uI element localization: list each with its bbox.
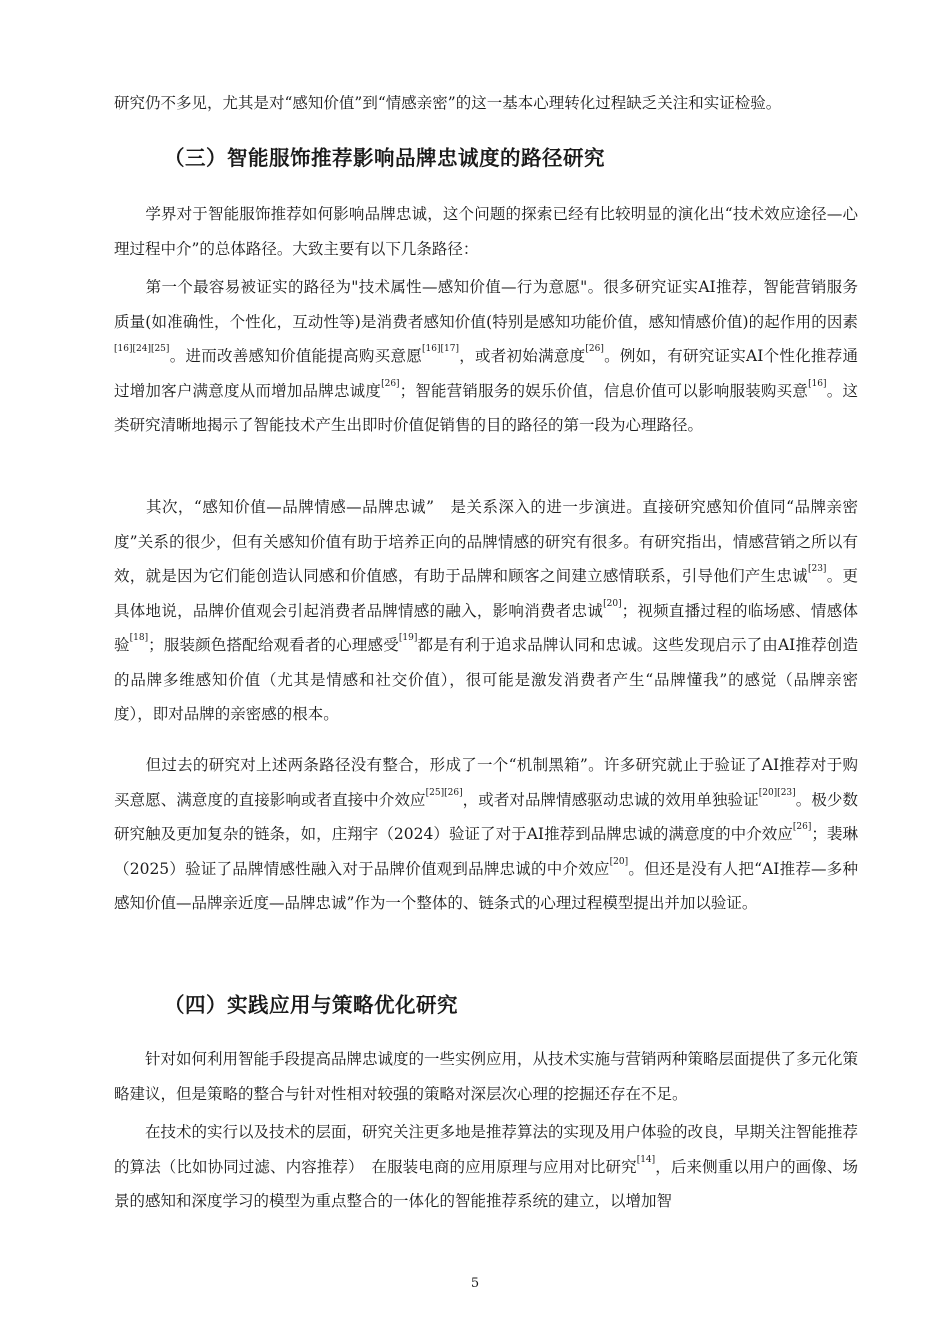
paragraph-path-intro [114,197,858,266]
citation: [20] [609,856,629,867]
citation: [25][26] [425,787,463,798]
paragraph-text: 都是有利于追求品牌认同和忠诚。这些发现启示了由AI推荐创造的品牌多维感知价值（尤其是情感和社交价值），很可能是激发消费者产生“品牌懂我”的感觉（品牌亲密度），即对品牌的亲密感的根本。 [114,636,858,723]
paragraph-text: 学界对于智能服饰推荐如何影响品牌忠诚，这个问题的探索已经有比较明显的演化出“技术效应途径—心理过程中介”的总体路径。大致主要有以下几条路径： [114,205,858,258]
paragraph-text: ；智能营销服务的娱乐价值，信息价值可以影响服装购买意 [399,381,809,400]
paragraph-text: 针对如何利用智能手段提高品牌忠诚度的一些实例应用，从技术实施与营销两种策略层面提供了多元化策略建议，但是策略的整合与针对性相对较强的策略对深层次心理的挖掘还存在不足。 [114,1050,859,1103]
paragraph-text: 其次，“感知价值—品牌情感—品牌忠诚” 是关系深入的进一步演进。直接研究感知价值同“品牌亲密度”关系的很少，但有关感知价值有助于培养正向的品牌情感的研究有很多。有研究指出，情感营销之所以有效，就是因为它们能创造认同感和价值感，有助于品牌和顾客之间建立感情联系，引导他们产生忠诚 [114,498,858,585]
paragraph-path-one [114,270,858,443]
paragraph-intro-tail [114,86,858,121]
citation: [16][17] [422,344,459,354]
citation: [20][23] [758,787,796,798]
paragraph-text: 但过去的研究对上述两条路径没有整合，形成了一个“机制黑箱”。许多研究就止于验证了AI推荐对于购买意愿、满意度的直接影响或者直接中介效应 [114,756,858,809]
paragraph-text: 。例如，有研究证实AI个性化推荐通过增加客户满意度从而增加品牌忠诚度 [114,347,858,400]
citation: [16][24][25] [114,344,170,354]
citation: [20] [603,598,622,609]
section-heading-3: （三）智能服饰推荐影响品牌忠诚度的路径研究 [164,146,605,170]
citation: [19] [398,633,418,643]
paragraph-path-two [114,490,858,732]
page-number: 5 [470,1276,480,1291]
citation: [26] [792,822,812,832]
paragraph-text: 。极少数研究触及更加复杂的链条，如，庄翔宇（2024）验证了对于AI推荐到品牌忠诚的满意度的中介效应 [114,790,858,843]
paragraph-text: 在技术的实行以及技术的层面，研究关注更多地是推荐算法的实现及用户体验的改良，早期关注智能推荐的算法（比如协同过滤、内容推荐） 在服装电商的应用原理与应用对比研究 [114,1123,859,1176]
citation: [26] [381,378,400,389]
paragraph-text: 。更具体地说，品牌价值观会引起消费者品牌情感的融入，影响消费者忠诚 [114,567,858,620]
paragraph-text: 第一个最容易被证实的路径为"技术属性—感知价值—行为意愿"。很多研究证实AI推荐，智能营销服务质量(如准确性，个性化，互动性等)是消费者感知价值(特别是感知功能价值，感知情感价值)的起作用的因素 [114,278,858,331]
paragraph-practice-intro [114,1042,858,1111]
paragraph-text: ；服装颜色搭配给观看者的心理感受 [148,636,399,654]
citation: [23] [807,564,827,574]
citation: [26] [585,344,604,354]
paragraph-technology [114,1115,858,1219]
citation: [14] [636,1154,656,1165]
paragraph-text: ；裴琳（2025）验证了品牌情感性融入对于品牌价值观到品牌忠诚的中介效应 [114,825,858,878]
paragraph-text: ，或者初始满意度 [458,347,586,365]
paragraph-text: 研究仍不多见，尤其是对“感知价值”到“情感亲密”的这一基本心理转化过程缺乏关注和实证检验。 [114,94,782,112]
paragraph-path-three [114,748,858,921]
paragraph-text: 。这类研究清晰地揭示了智能技术产生出即时价值促销售的目的路径的第一段为心理路径。 [114,381,858,434]
citation: [18] [129,633,149,643]
paragraph-text: 。进而改善感知价值能提高购买意愿 [169,347,422,365]
citation: [16] [808,378,827,389]
section-heading-4: （四）实践应用与策略优化研究 [164,993,458,1017]
paragraph-text: ，后来侧重以用户的画像、场景的感知和深度学习的模型为重点整合的一体化的智能推荐系统的建立，以增加智 [114,1157,858,1210]
paragraph-text: ，或者对品牌情感驱动忠诚的效用单独验证 [462,790,759,809]
paragraph-text: 。但还是没有人把“AI推荐—多种感知价值—品牌亲近度—品牌忠诚”作为一个整体的、链条式的心理过程模型提出并加以验证。 [114,859,858,912]
paragraph-text: ；视频直播过程的临场感、情感体验 [114,601,858,654]
